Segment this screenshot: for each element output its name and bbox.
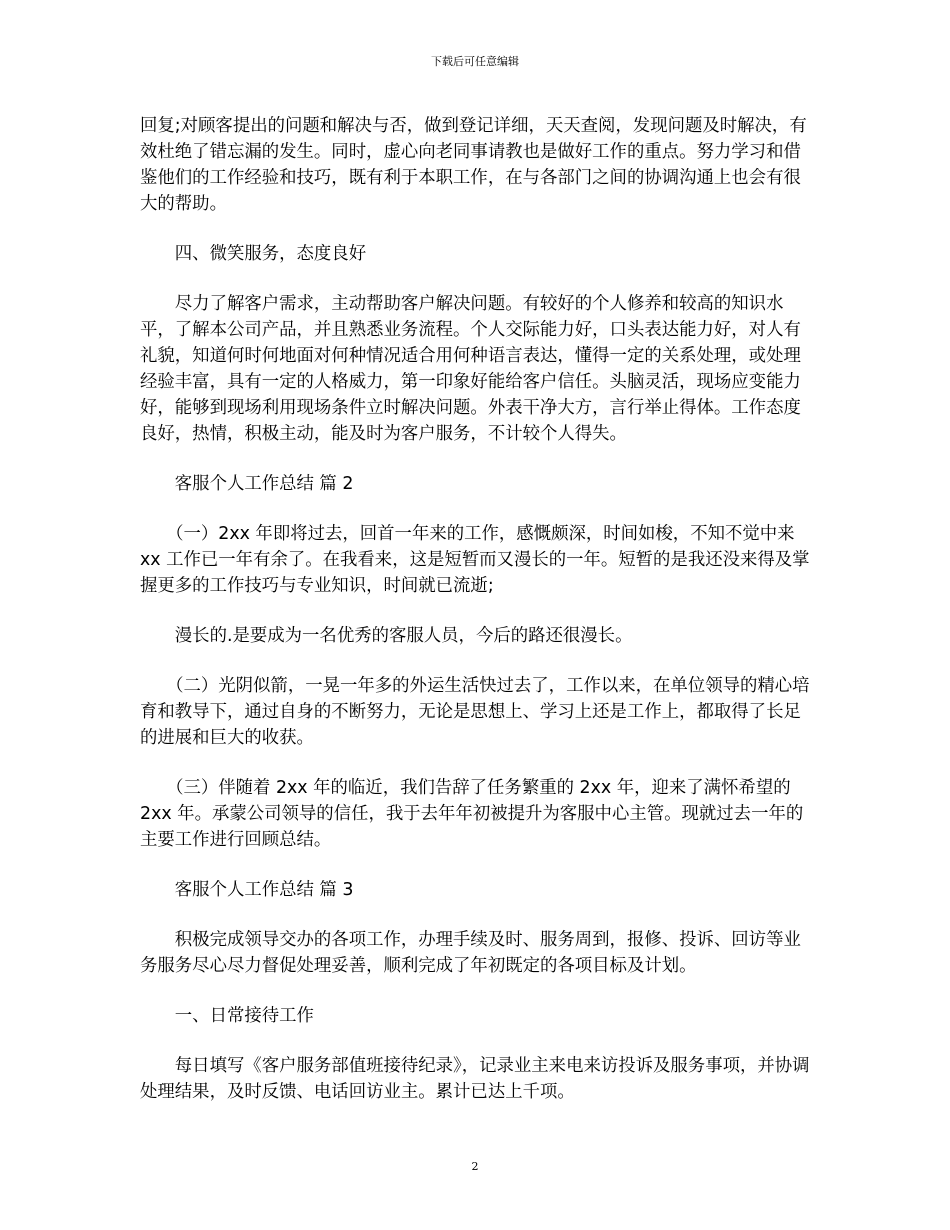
paragraph-point-1: （一）2xx 年即将过去，回首一年来的工作，感慨颇深，时间如梭，不知不觉中来 xx 工作已一年有余了。在我看来，这是短暂而又漫长的一年。短暂的是我还没来得及掌握更多的工作技巧与专业知识，时间就已流逝; — [140, 524, 810, 596]
paragraph-daily-log: 每日填写《客户服务部值班接待纪录》，记录业主来电来访投诉及服务事项，并协调处理结果，及时反馈、电话回访业主。累计已达上千项。 — [140, 1056, 810, 1102]
page-number: 2 — [471, 1160, 479, 1173]
article-title-part-3: 客服个人工作总结 篇 3 — [140, 880, 354, 900]
article-title-part-2: 客服个人工作总结 篇 2 — [140, 474, 354, 494]
section-heading-smile-service: 四、微笑服务，态度良好 — [140, 244, 367, 264]
paragraph-continuation: 回复;对顾客提出的问题和解决与否，做到登记详细，天天查阅，发现问题及时解决，有效杜绝了错忘漏的发生。同时，虚心向老同事请教也是做好工作的重点。努力学习和借鉴他们的工作经验和技巧，既有利于本职工作，在与各部门之间的协调沟通上也会有很大的帮助。 — [140, 116, 807, 214]
paragraph-tasks-completed: 积极完成领导交办的各项工作，办理手续及时、服务周到，报修、投诉、回访等业务服务尽心尽力督促处理妥善，顺利完成了年初既定的各项目标及计划。 — [140, 930, 801, 976]
section-heading-daily-reception: 一、日常接待工作 — [140, 1006, 314, 1026]
paragraph-point-3: （三）伴随着 2xx 年的临近，我们告辞了任务繁重的 2xx 年，迎来了满怀希望的 2xx 年。承蒙公司领导的信任，我于去年年初被提升为客服中心主管。现就过去一年的主要工作进行回顾总结。 — [140, 778, 804, 850]
page-header: 下载后可任意编辑 — [431, 55, 519, 68]
paragraph-point-2: （二）光阴似箭，一晃一年多的外运生活快过去了，工作以来，在单位领导的精心培育和教导下，通过自身的不断努力，无论是思想上、学习上还是工作上，都取得了长足的进展和巨大的收获。 — [140, 676, 810, 748]
paragraph-long-road: 漫长的.是要成为一名优秀的客服人员，今后的路还很漫长。 — [140, 626, 633, 646]
paragraph-customer-needs: 尽力了解客户需求，主动帮助客户解决问题。有较好的个人修养和较高的知识水平，了解本公司产品，并且熟悉业务流程。个人交际能力好，口头表达能力好，对人有礼貌，知道何时何地面对何种情况适合用何种语言表达，懂得一定的关系处理，或处理经验丰富，具有一定的人格威力，第一印象好能给客户信任。头脑灵活，现场应变能力好，能够到现场利用现场条件立时解决问题。外表干净大方，言行举止得体。工作态度良好，热情，积极主动，能及时为客户服务，不计较个人得失。 — [140, 294, 801, 444]
document-body — [140, 113, 815, 1129]
